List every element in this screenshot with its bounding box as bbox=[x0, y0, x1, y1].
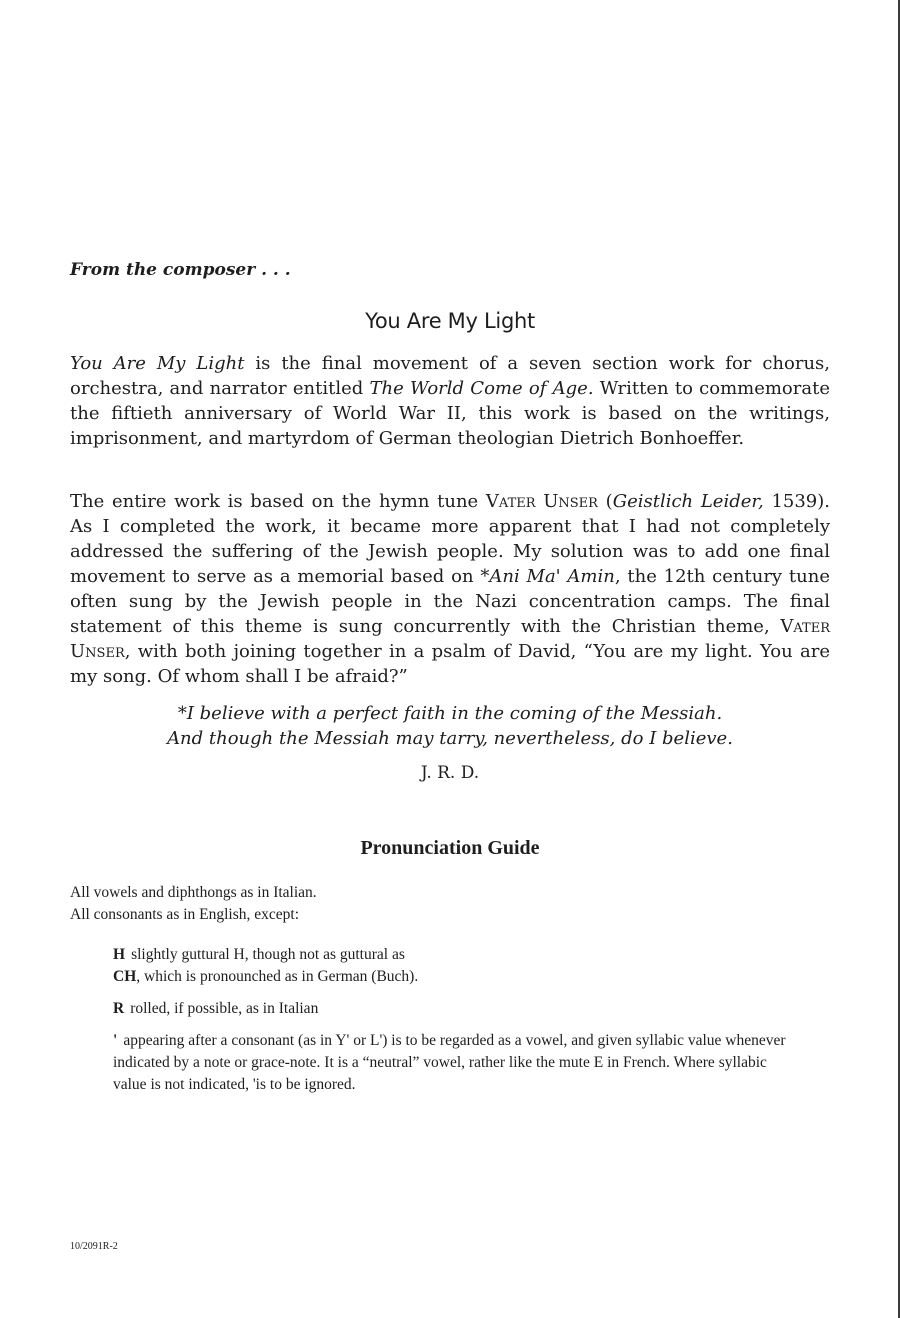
guide-item-h: H slightly guttural H, though not as guttural as CH, which is pronounched as in German (Buch). bbox=[113, 946, 419, 985]
guide-key: H bbox=[113, 946, 126, 963]
ani-maamin-reference: *Ani Ma' Amin bbox=[480, 566, 615, 587]
page-footer-code: 10/2091R-2 bbox=[70, 1241, 118, 1252]
hymn-tune-name: Vater Unser bbox=[485, 491, 598, 512]
source-reference: Geistlich Leider, bbox=[612, 491, 764, 512]
signature: J. R. D. bbox=[420, 763, 480, 783]
guide-key: R bbox=[113, 1000, 125, 1017]
footnote-quote bbox=[0, 701, 900, 751]
paragraph-2: The entire work is based on the hymn tune Vater Unser (Geistlich Leider, 1539). As I completed the work, it became more apparent that I had not completely addressed the suffering of the Jewish people. My solution was to add one final movement to serve as a memorial based on *Ani Ma' Amin, the 12th century tune often sung by the Jewish people in the Nazi concentration camps. The final statement of this theme is sung concurrently with the Christian theme, Vater Unser, with both joining together in a psalm of David, “You are my light. You are my song. Of whom shall I be afraid?” bbox=[70, 491, 831, 687]
guide-item-apostrophe: ' appearing after a consonant (as in Y' or L') is to be regarded as a vowel, and given syllabic value whenever indicated by a note or grace-note. It is a “neutral” vowel, rather like the mute E in French. Where syllabic value is not indicated, 'is to be ignored. bbox=[113, 1032, 786, 1093]
page-title: You Are My Light bbox=[365, 309, 535, 333]
pronunciation-guide-title: Pronunciation Guide bbox=[360, 837, 540, 859]
footnote-line: *I believe with a perfect faith in the coming of the Messiah. bbox=[177, 703, 723, 724]
paragraph-1: You Are My Light is the final movement of a seven section work for chorus, orchestra, and narrator entitled The World Come of Age. Written to commemorate the fiftieth anniversary of World War II, this work is based on the writings, imprisonment, and martyrdom of German theologian Dietrich Bonhoeffer. bbox=[70, 353, 830, 449]
guide-key: ' bbox=[113, 1032, 118, 1049]
footnote-line: And though the Messiah may tarry, nevertheless, do I believe. bbox=[167, 728, 733, 749]
title-reference: You Are My Light bbox=[70, 353, 245, 374]
hymn-tune-name: Vater Unser bbox=[70, 616, 830, 662]
pronunciation-rules bbox=[70, 882, 317, 926]
intro-heading: From the composer . . . bbox=[70, 260, 291, 280]
guide-item-r: R rolled, if possible, as in Italian bbox=[113, 1000, 319, 1017]
rule-line: All consonants as in English, except: bbox=[70, 906, 300, 923]
guide-key: CH bbox=[113, 968, 137, 985]
rule-line: All vowels and diphthongs as in Italian. bbox=[70, 884, 317, 901]
work-title-reference: The World Come of Age. bbox=[369, 378, 594, 399]
